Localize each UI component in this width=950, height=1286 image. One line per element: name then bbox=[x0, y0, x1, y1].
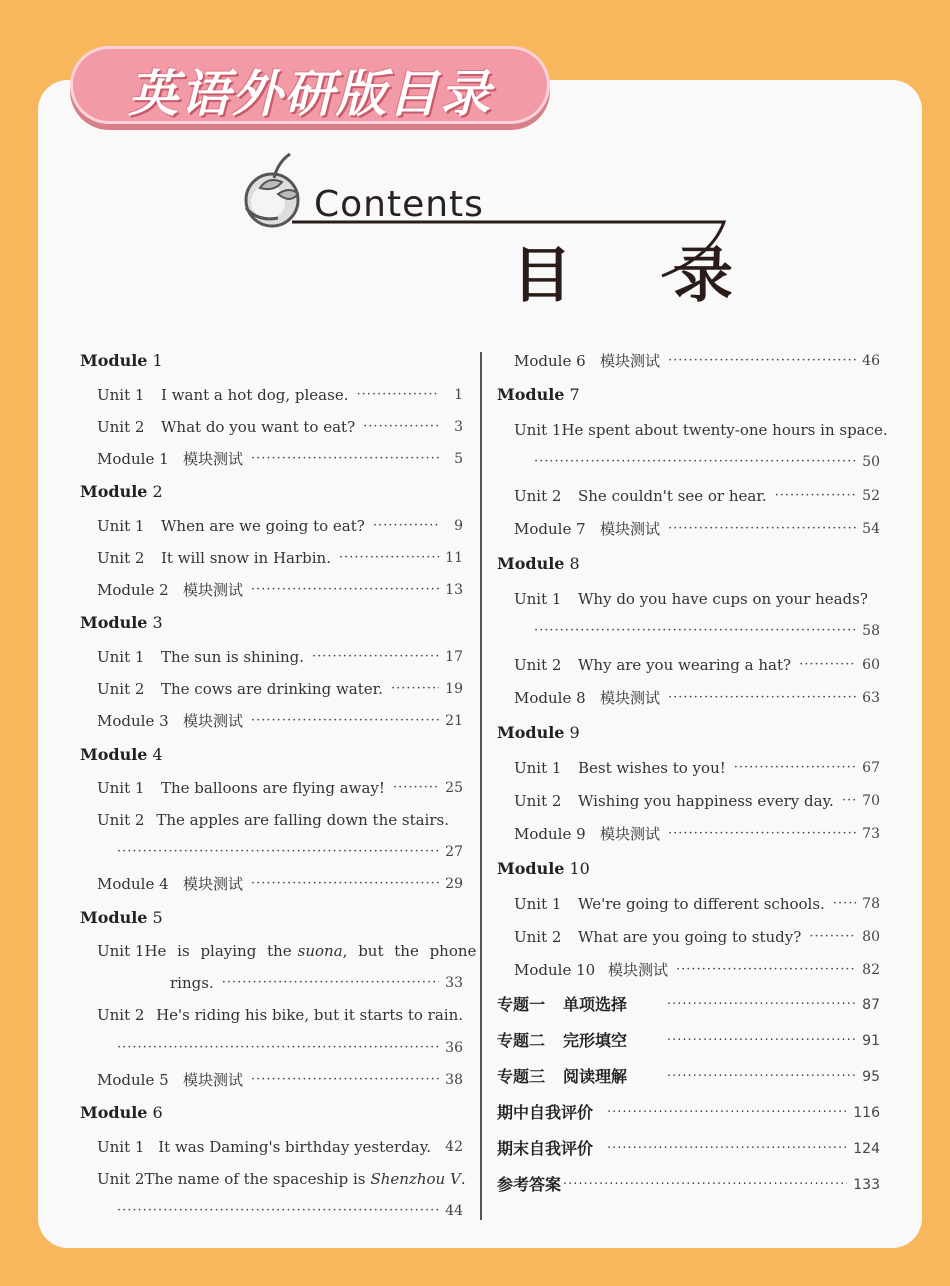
page-number: 67 bbox=[862, 760, 880, 776]
module-label: Module bbox=[80, 613, 148, 632]
page-number: 19 bbox=[445, 681, 463, 697]
module-label: Module bbox=[80, 1103, 148, 1122]
page-number: 116 bbox=[853, 1105, 880, 1121]
page-number: 63 bbox=[862, 690, 880, 706]
leader-dots bbox=[667, 1068, 856, 1086]
toc-entry[interactable] bbox=[97, 386, 463, 404]
module-label: Module bbox=[497, 385, 565, 404]
unit-label: Unit 2 bbox=[97, 1006, 145, 1024]
entry-title-italic: Shenzhou V bbox=[370, 1170, 461, 1188]
unit-label: Module 9 bbox=[514, 825, 586, 843]
toc-entry-continued bbox=[117, 1039, 463, 1057]
toc-entry-continued bbox=[117, 843, 463, 861]
leader-dots bbox=[312, 648, 439, 666]
entry-title: 模块测试 bbox=[183, 581, 244, 599]
page-number: 11 bbox=[445, 550, 463, 566]
entry-title: , but the phone bbox=[342, 942, 477, 960]
module-heading bbox=[80, 352, 460, 370]
leader-dots bbox=[668, 520, 856, 538]
entry-title: 模块测试 bbox=[600, 689, 661, 707]
leader-dots bbox=[251, 450, 439, 468]
leader-dots bbox=[393, 779, 439, 797]
leader-dots bbox=[117, 1039, 439, 1057]
module-label: Module bbox=[80, 908, 148, 927]
module-label: Module bbox=[497, 723, 565, 742]
module-number: 10 bbox=[569, 859, 590, 878]
module-heading bbox=[497, 724, 877, 742]
leader-dots bbox=[251, 1071, 439, 1089]
unit-label: Unit 2 bbox=[514, 928, 562, 946]
page-number: 87 bbox=[862, 997, 880, 1013]
toc-entry[interactable] bbox=[97, 712, 463, 730]
page-number: 73 bbox=[862, 826, 880, 842]
page-number: 80 bbox=[862, 929, 880, 945]
leader-dots bbox=[734, 759, 856, 777]
title-banner bbox=[70, 46, 550, 124]
unit-label: Unit 1 bbox=[97, 386, 145, 404]
topic-label: 专题三 bbox=[497, 1067, 546, 1086]
module-number: 3 bbox=[152, 613, 163, 632]
unit-label: Unit 2 bbox=[97, 811, 145, 829]
page-number: 36 bbox=[445, 1040, 463, 1056]
toc-entry[interactable] bbox=[97, 942, 477, 960]
leader-dots bbox=[534, 622, 856, 640]
module-heading bbox=[80, 909, 460, 927]
toc-entry[interactable] bbox=[97, 1006, 463, 1024]
toc-entry[interactable] bbox=[514, 928, 880, 946]
toc-entry[interactable] bbox=[97, 811, 463, 829]
leader-dots bbox=[607, 1140, 847, 1158]
entry-title-italic: suona bbox=[297, 942, 343, 960]
entry-title: 模块测试 bbox=[600, 352, 661, 370]
unit-label: Unit 1 bbox=[97, 1138, 145, 1156]
page-number: 95 bbox=[862, 1069, 880, 1085]
unit-label: Module 1 bbox=[97, 450, 169, 468]
page-number: 33 bbox=[445, 975, 463, 991]
unit-label: Unit 1 bbox=[97, 517, 145, 535]
module-number: 8 bbox=[569, 554, 580, 573]
entry-title: 模块测试 bbox=[183, 450, 244, 468]
page-number: 78 bbox=[862, 896, 880, 912]
leader-dots bbox=[117, 843, 439, 861]
entry-title: 模块测试 bbox=[183, 1071, 244, 1089]
leader-dots bbox=[607, 1104, 847, 1122]
entry-title: 单项选择 bbox=[563, 995, 628, 1014]
unit-label: Module 10 bbox=[514, 961, 596, 979]
unit-label: Unit 1 bbox=[97, 648, 145, 666]
page-number: 29 bbox=[445, 876, 463, 892]
toc-entry[interactable] bbox=[97, 581, 463, 599]
entry-title: 完形填空 bbox=[563, 1031, 628, 1050]
entry-title: I want a hot dog, please. bbox=[161, 386, 349, 404]
page-number: 25 bbox=[445, 780, 463, 796]
entry-title: The cows are drinking water. bbox=[161, 680, 383, 698]
leader-dots bbox=[339, 549, 439, 567]
toc-entry[interactable] bbox=[97, 875, 463, 893]
leader-dots bbox=[251, 581, 439, 599]
entry-title: We're going to different schools. bbox=[578, 895, 825, 913]
page-number: 54 bbox=[862, 521, 880, 537]
page-number: 27 bbox=[445, 844, 463, 860]
banner-title: 英语外研版目录 bbox=[128, 65, 492, 123]
page-number: 17 bbox=[445, 649, 463, 665]
module-label: Module bbox=[497, 859, 565, 878]
entry-title: It was Daming's birthday yesterday. bbox=[158, 1138, 431, 1156]
leader-dots bbox=[117, 1202, 439, 1220]
toc-entry[interactable] bbox=[514, 792, 880, 810]
module-number: 4 bbox=[152, 745, 163, 764]
unit-label: Unit 2 bbox=[514, 487, 562, 505]
toc-entry-continued bbox=[170, 974, 463, 992]
leader-dots bbox=[668, 689, 856, 707]
leader-dots bbox=[222, 974, 439, 992]
module-label: Module bbox=[80, 351, 148, 370]
leader-dots bbox=[391, 680, 439, 698]
unit-label: Unit 1 bbox=[514, 759, 562, 777]
leader-dots bbox=[809, 928, 856, 946]
toc-entry[interactable] bbox=[97, 517, 463, 535]
toc-entry[interactable] bbox=[497, 1140, 880, 1158]
toc-entry[interactable] bbox=[514, 656, 880, 674]
unit-label: Unit 2 bbox=[97, 418, 145, 436]
unit-label: Unit 1 bbox=[514, 590, 562, 608]
module-heading bbox=[80, 1104, 460, 1122]
toc-entry[interactable] bbox=[514, 825, 880, 843]
entry-title: Best wishes to you! bbox=[578, 759, 726, 777]
unit-label: Unit 2 bbox=[97, 549, 145, 567]
toc-entry[interactable] bbox=[97, 418, 463, 436]
leader-dots bbox=[251, 712, 439, 730]
toc-entry-continued bbox=[117, 1202, 463, 1220]
page-number: 124 bbox=[853, 1141, 880, 1157]
leader-dots bbox=[667, 1032, 856, 1050]
entry-title: The balloons are flying away! bbox=[161, 779, 385, 797]
page-number: 1 bbox=[454, 387, 463, 403]
entry-title: He spent about twenty-one hours in space. bbox=[561, 421, 888, 439]
entry-title: 模块测试 bbox=[600, 520, 661, 538]
entry-title: What do you want to eat? bbox=[161, 418, 356, 436]
toc-entry[interactable] bbox=[514, 895, 880, 913]
module-heading bbox=[497, 555, 877, 573]
toc-entry[interactable] bbox=[514, 520, 880, 538]
leader-dots bbox=[799, 656, 856, 674]
leader-dots bbox=[251, 875, 439, 893]
toc-entry[interactable] bbox=[497, 1176, 880, 1194]
toc-entry[interactable] bbox=[514, 421, 888, 439]
unit-label: Unit 2 bbox=[514, 656, 562, 674]
toc-entry[interactable] bbox=[497, 1032, 880, 1050]
page-number: 44 bbox=[445, 1203, 463, 1219]
unit-label: Unit 1 bbox=[97, 779, 145, 797]
toc-entry[interactable] bbox=[514, 689, 880, 707]
toc-entry[interactable] bbox=[97, 779, 463, 797]
module-number: 2 bbox=[152, 482, 163, 501]
toc-entry[interactable] bbox=[97, 1170, 466, 1188]
leader-dots bbox=[668, 825, 856, 843]
entry-title: Why are you wearing a hat? bbox=[578, 656, 792, 674]
leader-dots bbox=[833, 895, 856, 913]
module-number: 6 bbox=[152, 1103, 163, 1122]
entry-title: rings. bbox=[170, 974, 214, 992]
module-number: 9 bbox=[569, 723, 580, 742]
module-label: Module bbox=[497, 554, 565, 573]
page-number: 91 bbox=[862, 1033, 880, 1049]
module-label: Module bbox=[80, 482, 148, 501]
entry-title: She couldn't see or hear. bbox=[578, 487, 767, 505]
page-number: 46 bbox=[862, 353, 880, 369]
entry-title: 期中自我评价 bbox=[497, 1103, 594, 1122]
unit-label: Module 3 bbox=[97, 712, 169, 730]
toc-entry[interactable] bbox=[514, 590, 880, 608]
page-number: 21 bbox=[445, 713, 463, 729]
page-number: 133 bbox=[853, 1177, 880, 1193]
page-number: 58 bbox=[862, 623, 880, 639]
toc-entry[interactable] bbox=[497, 1068, 880, 1086]
entry-title: . bbox=[460, 1170, 466, 1188]
module-number: 1 bbox=[152, 351, 163, 370]
page-number: 70 bbox=[862, 793, 880, 809]
page-number: 3 bbox=[454, 419, 463, 435]
contents-heading: Contents bbox=[314, 184, 484, 225]
module-number: 5 bbox=[152, 908, 163, 927]
unit-label: Unit 1 bbox=[514, 895, 562, 913]
page-number: 52 bbox=[862, 488, 880, 504]
unit-label: Unit 1 bbox=[97, 942, 145, 960]
column-divider bbox=[480, 352, 482, 1220]
toc-entry-continued bbox=[534, 622, 880, 640]
module-number: 7 bbox=[569, 385, 580, 404]
unit-label: Unit 2 bbox=[97, 680, 145, 698]
module-label: Module bbox=[80, 745, 148, 764]
leader-dots bbox=[668, 352, 856, 370]
unit-label: Module 2 bbox=[97, 581, 169, 599]
page-number: 13 bbox=[445, 582, 463, 598]
unit-label: Module 8 bbox=[514, 689, 586, 707]
unit-label: Module 4 bbox=[97, 875, 169, 893]
page-number: 50 bbox=[862, 454, 880, 470]
unit-label: Unit 2 bbox=[514, 792, 562, 810]
entry-title: 模块测试 bbox=[183, 875, 244, 893]
page-number: 82 bbox=[862, 962, 880, 978]
unit-label: Module 5 bbox=[97, 1071, 169, 1089]
entry-title: What are you going to study? bbox=[578, 928, 802, 946]
toc-entry[interactable] bbox=[97, 549, 463, 567]
toc-entry-continued bbox=[534, 453, 880, 471]
entry-title: The sun is shining. bbox=[161, 648, 305, 666]
unit-label: Module 7 bbox=[514, 520, 586, 538]
entry-title: 模块测试 bbox=[608, 961, 669, 979]
unit-label: Unit 1 bbox=[514, 421, 562, 439]
leader-dots bbox=[534, 453, 856, 471]
entry-title: 模块测试 bbox=[183, 712, 244, 730]
leader-dots bbox=[363, 418, 439, 436]
leader-dots bbox=[563, 1176, 847, 1194]
toc-entry[interactable] bbox=[97, 1138, 463, 1156]
toc-entry[interactable] bbox=[514, 352, 880, 370]
module-heading bbox=[497, 386, 877, 404]
entry-title: It will snow in Harbin. bbox=[161, 549, 331, 567]
topic-label: 专题一 bbox=[497, 995, 546, 1014]
entry-title: 期末自我评价 bbox=[497, 1139, 594, 1158]
module-heading bbox=[80, 746, 460, 764]
toc-entry[interactable] bbox=[514, 759, 880, 777]
mulu-heading: 目 录 bbox=[512, 241, 773, 311]
toc-entry[interactable] bbox=[97, 680, 463, 698]
module-heading bbox=[80, 614, 460, 632]
toc-entry[interactable] bbox=[514, 487, 880, 505]
entry-title: 阅读理解 bbox=[563, 1067, 628, 1086]
toc-entry[interactable] bbox=[97, 648, 463, 666]
leader-dots bbox=[356, 386, 439, 404]
unit-label: Module 6 bbox=[514, 352, 586, 370]
page-number: 9 bbox=[454, 518, 463, 534]
toc-entry[interactable] bbox=[97, 450, 463, 468]
entry-title: When are we going to eat? bbox=[161, 517, 365, 535]
leader-dots bbox=[676, 961, 856, 979]
toc-entry[interactable] bbox=[514, 961, 880, 979]
page-number: 42 bbox=[445, 1139, 463, 1155]
leader-dots bbox=[667, 996, 856, 1014]
page-number: 60 bbox=[862, 657, 880, 673]
leader-dots bbox=[775, 487, 856, 505]
page-number: 5 bbox=[454, 451, 463, 467]
leader-dots bbox=[373, 517, 439, 535]
leader-dots bbox=[842, 792, 856, 810]
toc-entry[interactable] bbox=[497, 1104, 880, 1122]
module-heading bbox=[497, 860, 877, 878]
entry-title: Why do you have cups on your heads? bbox=[578, 590, 868, 608]
topic-label: 专题二 bbox=[497, 1031, 546, 1050]
module-heading bbox=[80, 483, 460, 501]
entry-title: The apples are falling down the stairs. bbox=[156, 811, 449, 829]
toc-entry[interactable] bbox=[97, 1071, 463, 1089]
entry-title: He's riding his bike, but it starts to rain. bbox=[156, 1006, 463, 1024]
entry-title: Wishing you happiness every day. bbox=[578, 792, 834, 810]
entry-title: The name of the spaceship is bbox=[144, 1170, 366, 1188]
entry-title: 参考答案 bbox=[497, 1175, 562, 1194]
entry-title: 模块测试 bbox=[600, 825, 661, 843]
entry-title: He is playing the bbox=[144, 942, 292, 960]
toc-entry[interactable] bbox=[497, 996, 880, 1014]
unit-label: Unit 2 bbox=[97, 1170, 145, 1188]
page-number: 38 bbox=[445, 1072, 463, 1088]
